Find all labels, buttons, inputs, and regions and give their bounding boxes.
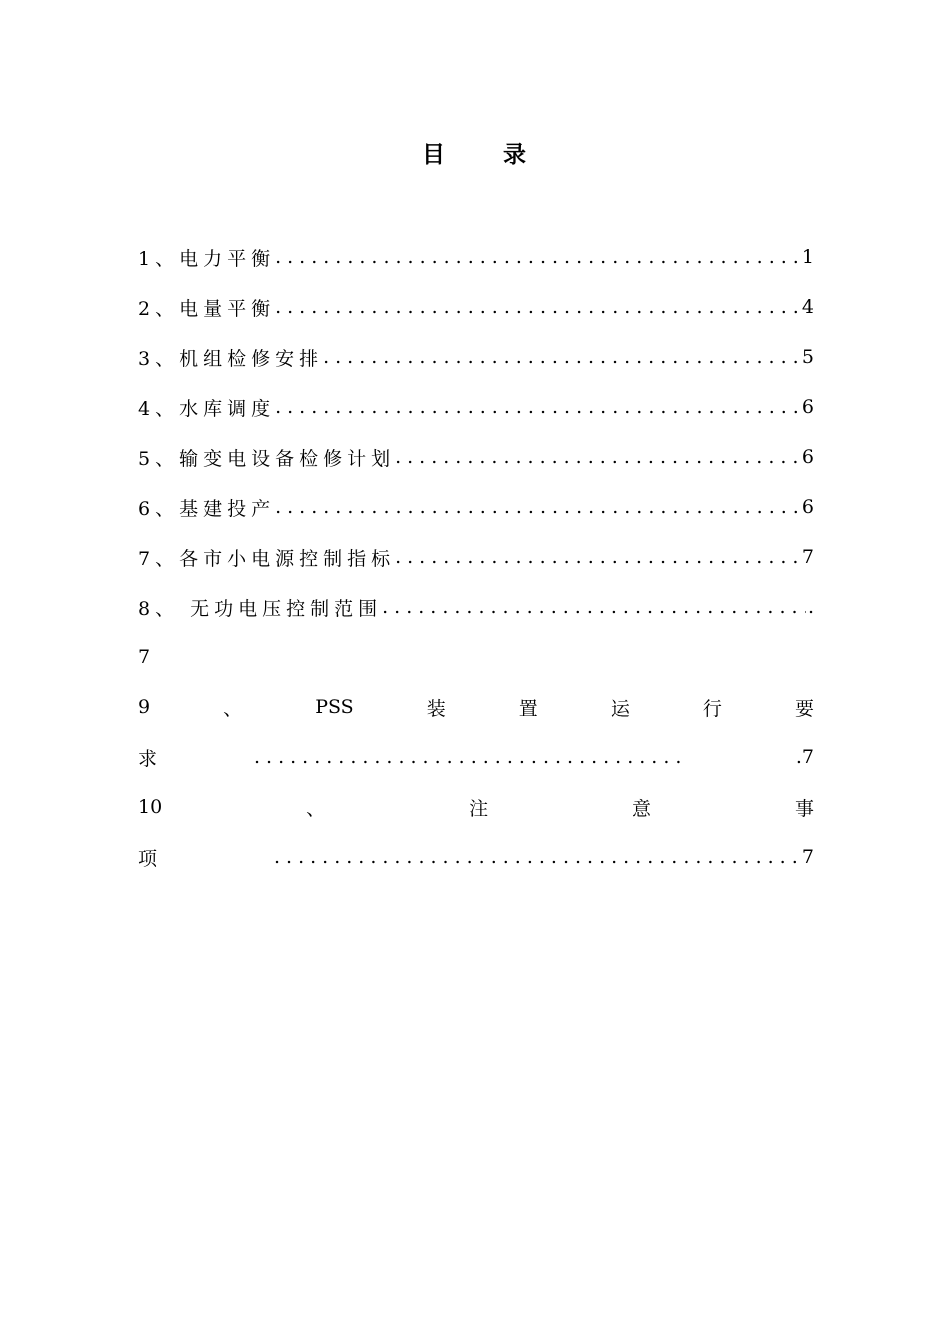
toc-leader-dots — [275, 496, 800, 518]
toc-leader-dots — [275, 396, 800, 418]
toc-entry-6[interactable] — [138, 482, 814, 532]
toc-entry-number: 10 — [138, 796, 163, 818]
toc-page-number: 6 — [801, 396, 814, 418]
toc-leader-dots — [395, 446, 800, 468]
toc-page-number: .7 — [795, 746, 814, 768]
page-title — [0, 134, 950, 170]
toc-entry-label: 7、各市小电源控制指标 — [138, 547, 396, 570]
toc-page-number: 4 — [801, 296, 814, 318]
toc-page-number: 6 — [801, 446, 814, 468]
toc-entry-text: 置 — [518, 697, 538, 720]
toc-entry-text: 项 — [138, 847, 163, 870]
toc-entry-8[interactable] — [138, 582, 814, 632]
toc-page-number: 1 — [801, 246, 814, 268]
toc-entry-label: 1、电力平衡 — [138, 247, 276, 270]
toc-entry-text: 要 — [794, 697, 814, 720]
toc-page-number: 7 — [801, 546, 814, 568]
toc-entry-5[interactable] — [138, 432, 814, 482]
toc-page-number: 7 — [138, 646, 156, 668]
toc-entry-text: 事 — [794, 797, 814, 820]
toc-entry-9-continuation — [138, 732, 814, 782]
toc-entry-1[interactable] — [138, 232, 814, 282]
toc-entry-label: 8、 无功电压控制范围 — [138, 597, 383, 620]
toc-trailing-dot: . — [807, 596, 814, 618]
toc-entry-text: 注 — [469, 797, 489, 820]
toc-entry-10[interactable] — [138, 782, 814, 832]
toc-entry-text: 运 — [610, 697, 630, 720]
toc-entry-text: 行 — [702, 697, 722, 720]
table-of-contents — [138, 232, 814, 882]
toc-leader-dots — [275, 246, 800, 268]
toc-entry-label: 5、输变电设备检修计划 — [138, 447, 396, 470]
toc-entry-9[interactable] — [138, 682, 814, 732]
toc-entry-separator: 、 — [306, 797, 326, 820]
toc-leader-dots — [274, 846, 800, 868]
toc-leader-dots — [382, 596, 806, 618]
toc-leader-dots — [323, 346, 800, 368]
toc-entry-text: 装 — [426, 697, 446, 720]
toc-entry-text: 求 — [138, 747, 163, 770]
toc-entry-2[interactable] — [138, 282, 814, 332]
toc-entry-label: 2、电量平衡 — [138, 297, 276, 320]
toc-entry-text: 意 — [632, 797, 652, 820]
toc-entry-label: 4、水库调度 — [138, 397, 276, 420]
toc-entry-label: 6、基建投产 — [138, 497, 276, 520]
title-char-2: 录 — [503, 140, 528, 168]
toc-entry-7[interactable] — [138, 532, 814, 582]
toc-entry-8-continuation — [138, 632, 814, 682]
toc-entry-4[interactable] — [138, 382, 814, 432]
toc-entry-label: 3、机组检修安排 — [138, 347, 324, 370]
toc-leader-dots — [395, 546, 800, 568]
toc-entry-number: 9 — [138, 696, 151, 718]
toc-page-number: 6 — [801, 496, 814, 518]
toc-page-number: 5 — [801, 346, 814, 368]
toc-page-number: 7 — [801, 846, 814, 868]
toc-leader-dots — [275, 296, 800, 318]
toc-leader-dots: .................................... — [254, 746, 688, 768]
toc-entry-text: PSS — [315, 696, 354, 718]
toc-entry-3[interactable] — [138, 332, 814, 382]
toc-entry-10-continuation — [138, 832, 814, 882]
toc-entry-separator: 、 — [223, 697, 243, 720]
title-char-1: 目 — [422, 140, 447, 168]
